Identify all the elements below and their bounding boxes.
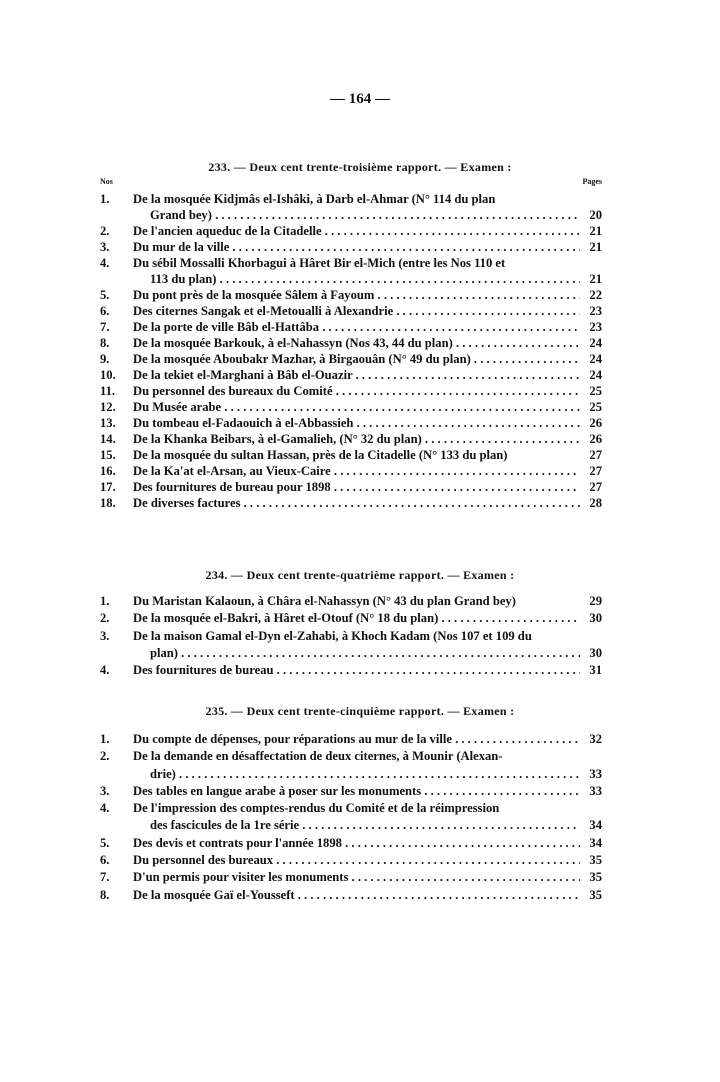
- entry-number: 7.: [100, 320, 110, 334]
- toc-entry: [100, 191, 602, 207]
- toc-entry: [100, 431, 602, 447]
- entry-page: 27: [589, 464, 602, 478]
- entry-title: D'un permis pour visiter les monuments . . .: [133, 869, 580, 886]
- entry-title: Des citernes Sangak et el-Metoualli à Alexandrie . . .: [133, 303, 580, 319]
- entry-page: 30: [589, 645, 602, 660]
- entry-number: 12.: [100, 400, 116, 414]
- entry-page: 31: [589, 663, 602, 678]
- entry-number: 17.: [100, 480, 116, 494]
- entry-title: De la mosquée Gaï el-Yousseft . . .: [133, 887, 580, 904]
- entry-number: 3.: [100, 628, 110, 643]
- entry-title: Du Musée arabe . . .: [133, 399, 580, 415]
- entry-title: De diverses factures . . .: [133, 495, 580, 511]
- section-heading-233: 233. — Deux cent trente-troisième rapport. — Examen :: [208, 160, 512, 174]
- section-list-234: [100, 593, 602, 679]
- entry-title: De la mosquée du sultan Hassan, près de la Citadelle (N° 133 du plan): [133, 448, 508, 462]
- entry-page: 32: [589, 732, 602, 746]
- entry-number: 11.: [100, 384, 116, 398]
- entry-page: 29: [589, 594, 602, 608]
- entry-number: 16.: [100, 464, 116, 478]
- toc-entry: [100, 610, 602, 627]
- toc-entry: [100, 887, 602, 904]
- toc-entry: [100, 239, 602, 255]
- entry-number: 1.: [100, 594, 110, 608]
- toc-entry: [100, 593, 602, 610]
- entry-page: 35: [589, 853, 602, 868]
- column-header-numbers: Nos: [100, 177, 113, 186]
- entry-title: De la porte de ville Bâb el-Hattâba . . .: [133, 319, 580, 335]
- entry-title: Du compte de dépenses, pour réparations au mur de la ville . . .: [133, 731, 580, 748]
- page-number: — 164 —: [330, 91, 390, 107]
- entry-title: Des fournitures de bureau . . .: [133, 662, 580, 679]
- toc-entry: [100, 800, 602, 817]
- entry-title: De la Khanka Beibars, à el-Gamalieh, (N° 32 du plan) . . .: [133, 431, 580, 447]
- entry-number: 1.: [100, 732, 110, 746]
- entry-title: De l'impression des comptes-rendus du Comité et de la réimpression: [133, 801, 500, 816]
- toc-entry: [100, 399, 602, 415]
- entry-title-continuation: Grand bey) . . .: [150, 207, 580, 223]
- entry-page: 27: [589, 480, 602, 494]
- section-list-235: [100, 731, 602, 904]
- entry-number: 9.: [100, 352, 110, 366]
- entry-number: 8.: [100, 336, 110, 350]
- entry-title: Du tombeau el-Fadaouich à el-Abbassieh . . .: [133, 415, 580, 431]
- entry-number: 15.: [100, 448, 116, 462]
- toc-entry: [100, 255, 602, 271]
- entry-title: Du Maristan Kalaoun, à Châra el-Nahassyn (N° 43 du plan Grand bey): [133, 594, 516, 608]
- entry-number: 10.: [100, 368, 116, 382]
- entry-page: 24: [589, 368, 602, 382]
- entry-page: 26: [589, 432, 602, 446]
- entry-number: 14.: [100, 432, 116, 446]
- entry-number: 6.: [100, 304, 110, 318]
- entry-number: 8.: [100, 887, 110, 902]
- toc-entry: [100, 287, 602, 303]
- toc-entry: [100, 479, 602, 495]
- entry-number: 13.: [100, 416, 116, 430]
- entry-title: Du pont près de la mosquée Sâlem à Fayoum . . .: [133, 287, 580, 303]
- toc-entry: [100, 367, 602, 383]
- entry-page: 26: [589, 416, 602, 430]
- entry-title: De la maison Gamal el-Dyn el-Zahabi, à Khoch Kadam (Nos 107 et 109 du: [133, 628, 532, 643]
- entry-title: Du personnel des bureaux du Comité . . .: [133, 383, 580, 399]
- entry-title: Du mur de la ville . . .: [133, 239, 580, 255]
- toc-entry-continuation: [100, 271, 602, 287]
- toc-entry: [100, 447, 602, 463]
- toc-entry-continuation: [100, 207, 602, 223]
- entry-title: De la mosquée Kidjmâs el-Ishâki, à Darb el-Ahmar (N° 114 du plan: [133, 192, 496, 206]
- entry-number: 5.: [100, 288, 110, 302]
- toc-entry-continuation: [100, 817, 602, 834]
- entry-page: 23: [589, 304, 602, 318]
- entry-page: 21: [589, 272, 602, 286]
- entry-page: 23: [589, 320, 602, 334]
- entry-page: 22: [589, 288, 602, 302]
- toc-entry: [100, 351, 602, 367]
- entry-title: Des fournitures de bureau pour 1898 . . .: [133, 479, 580, 495]
- toc-entry: [100, 463, 602, 479]
- entry-page: 21: [589, 224, 602, 238]
- toc-entry: [100, 335, 602, 351]
- entry-number: 7.: [100, 870, 110, 885]
- entry-number: 4.: [100, 256, 110, 270]
- toc-entry: [100, 662, 602, 679]
- toc-entry: [100, 869, 602, 886]
- toc-entry: [100, 852, 602, 869]
- entry-title: De la mosquée el-Bakri, à Hâret el-Otouf (N° 18 du plan) . . .: [133, 610, 580, 627]
- toc-entry: [100, 383, 602, 399]
- entry-number: 2.: [100, 224, 110, 238]
- entry-title: De la tekiet el-Marghani à Bâb el-Ouazir . . .: [133, 367, 580, 383]
- entry-number: 2.: [100, 611, 110, 626]
- entry-title: Du personnel des bureaux . . .: [133, 852, 580, 869]
- entry-page: 20: [589, 208, 602, 222]
- column-header-pages: Pages: [582, 177, 602, 186]
- entry-title: De la demande en désaffectation de deux citernes, à Mounir (Alexan-: [133, 749, 503, 764]
- toc-entry: [100, 319, 602, 335]
- entry-page: 34: [589, 818, 602, 833]
- toc-entry: [100, 748, 602, 765]
- entry-title: De la Ka'at el-Arsan, au Vieux-Caire . . .: [133, 463, 580, 479]
- toc-entry: [100, 835, 602, 852]
- toc-entry: [100, 415, 602, 431]
- toc-entry: [100, 303, 602, 319]
- entry-page: 34: [589, 835, 602, 850]
- entry-number: 3.: [100, 783, 110, 798]
- entry-page: 24: [589, 352, 602, 366]
- entry-title: Des devis et contrats pour l'année 1898 . . .: [133, 835, 580, 852]
- entry-number: 4.: [100, 801, 110, 816]
- entry-page: 21: [589, 240, 602, 254]
- entry-number: 18.: [100, 496, 116, 510]
- entry-number: 6.: [100, 853, 110, 868]
- entry-number: 3.: [100, 240, 110, 254]
- section-heading-234: 234. — Deux cent trente-quatrième rapport. — Examen :: [205, 568, 515, 582]
- entry-title: De l'ancien aqueduc de la Citadelle . . .: [133, 223, 580, 239]
- toc-entry: [100, 731, 602, 748]
- toc-entry: [100, 223, 602, 239]
- entry-title: De la mosquée Barkouk, à el-Nahassyn (Nos 43, 44 du plan) . . .: [133, 335, 580, 351]
- entry-page: 33: [589, 766, 602, 781]
- entry-page: 24: [589, 336, 602, 350]
- section-heading-235: 235. — Deux cent trente-cinquième rapport. — Examen :: [205, 704, 515, 718]
- toc-entry-continuation: [100, 645, 602, 662]
- entry-page: 25: [589, 400, 602, 414]
- entry-number: 2.: [100, 749, 110, 764]
- toc-entry-continuation: [100, 766, 602, 783]
- entry-page: 25: [589, 384, 602, 398]
- entry-page: 35: [589, 887, 602, 902]
- toc-entry: [100, 495, 602, 511]
- toc-entry: [100, 783, 602, 800]
- entry-title: Du sébil Mossalli Khorbagui à Hâret Bir el-Mich (entre les Nos 110 et: [133, 256, 506, 270]
- entry-number: 4.: [100, 663, 110, 678]
- entry-title: De la mosquée Aboubakr Mazhar, à Birgaouân (N° 49 du plan) . . .: [133, 351, 580, 367]
- entry-title: Des tables en langue arabe à poser sur les monuments . . .: [133, 783, 580, 800]
- toc-entry: [100, 628, 602, 645]
- entry-title-continuation: 113 du plan) . . .: [150, 271, 580, 287]
- entry-title-continuation: des fascicules de la 1re série . . .: [150, 817, 580, 834]
- entry-title-continuation: plan) . . .: [150, 645, 580, 662]
- entry-page: 35: [589, 870, 602, 885]
- entry-page: 27: [589, 448, 602, 462]
- entry-page: 28: [589, 496, 602, 510]
- entry-number: 1.: [100, 192, 110, 206]
- section-list-233: [100, 191, 602, 511]
- entry-number: 5.: [100, 835, 110, 850]
- entry-page: 30: [589, 611, 602, 626]
- entry-page: 33: [589, 783, 602, 798]
- entry-title-continuation: drie) . . .: [150, 766, 580, 783]
